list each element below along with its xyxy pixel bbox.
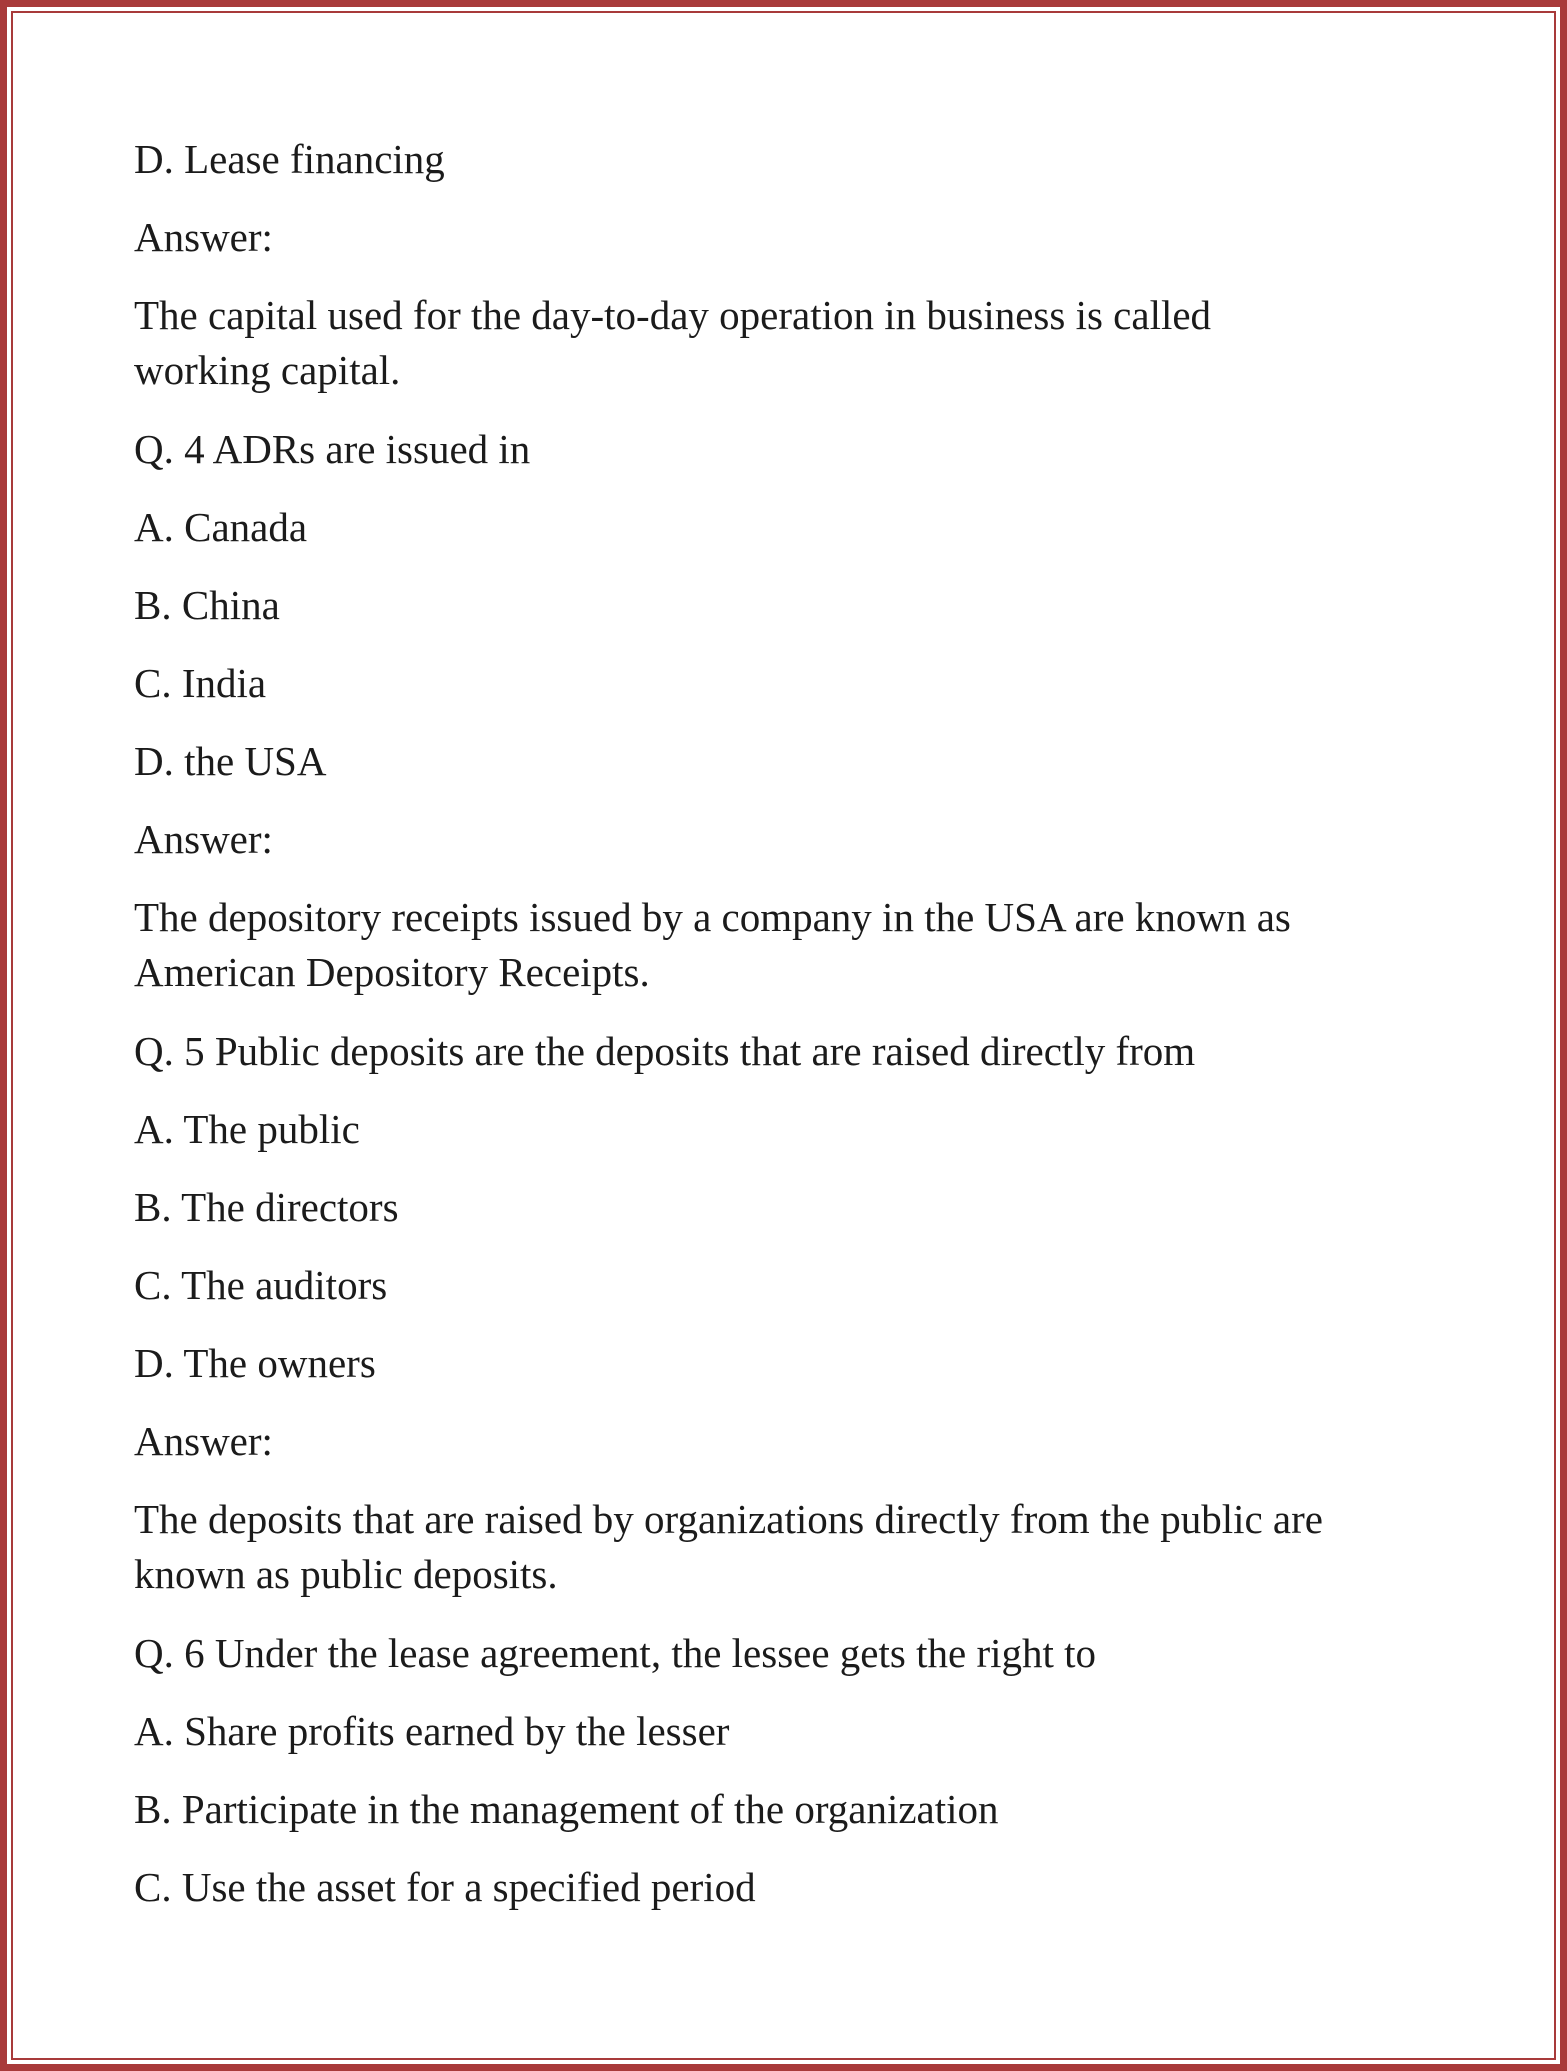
- answer-label-q3: Answer:: [134, 214, 273, 260]
- option-q6-b: B. Participate in the management of the organization: [134, 1786, 999, 1832]
- option-q4-a: A. Canada: [134, 504, 308, 550]
- option-q4-b: B. China: [134, 582, 280, 628]
- question-q5: Q. 5 Public deposits are the deposits that are raised directly from: [134, 1028, 1196, 1074]
- answer-text-q5: [134, 1492, 1323, 1602]
- answer-label-q5: Answer:: [134, 1418, 273, 1464]
- option-q5-d: D. The owners: [134, 1340, 376, 1386]
- question-q6: Q. 6 Under the lease agreement, the lessee gets the right to: [134, 1630, 1097, 1676]
- answer-text-line: The deposits that are raised by organizations directly from the public are: [134, 1496, 1323, 1542]
- option-q4-d: D. the USA: [134, 738, 327, 784]
- option-q4-c: C. India: [134, 660, 267, 706]
- answer-text-line: working capital.: [134, 347, 401, 393]
- option-q6-c: C. Use the asset for a specified period: [134, 1864, 756, 1910]
- option-q5-a: A. The public: [134, 1106, 360, 1152]
- option-q6-a: A. Share profits earned by the lesser: [134, 1708, 730, 1754]
- option-q5-c: C. The auditors: [134, 1262, 388, 1308]
- option-q5-b: B. The directors: [134, 1184, 399, 1230]
- answer-text-line: The depository receipts issued by a company in the USA are known as: [134, 894, 1291, 940]
- answer-label-q4: Answer:: [134, 816, 273, 862]
- answer-text-q3: [134, 288, 1211, 398]
- question-q4: Q. 4 ADRs are issued in: [134, 426, 531, 472]
- answer-text-q4: [134, 890, 1291, 1000]
- option-q3-d: D. Lease financing: [134, 136, 445, 182]
- answer-text-line: known as public deposits.: [134, 1551, 558, 1597]
- answer-text-line: The capital used for the day-to-day operation in business is called: [134, 292, 1212, 338]
- answer-text-line: American Depository Receipts.: [134, 949, 650, 995]
